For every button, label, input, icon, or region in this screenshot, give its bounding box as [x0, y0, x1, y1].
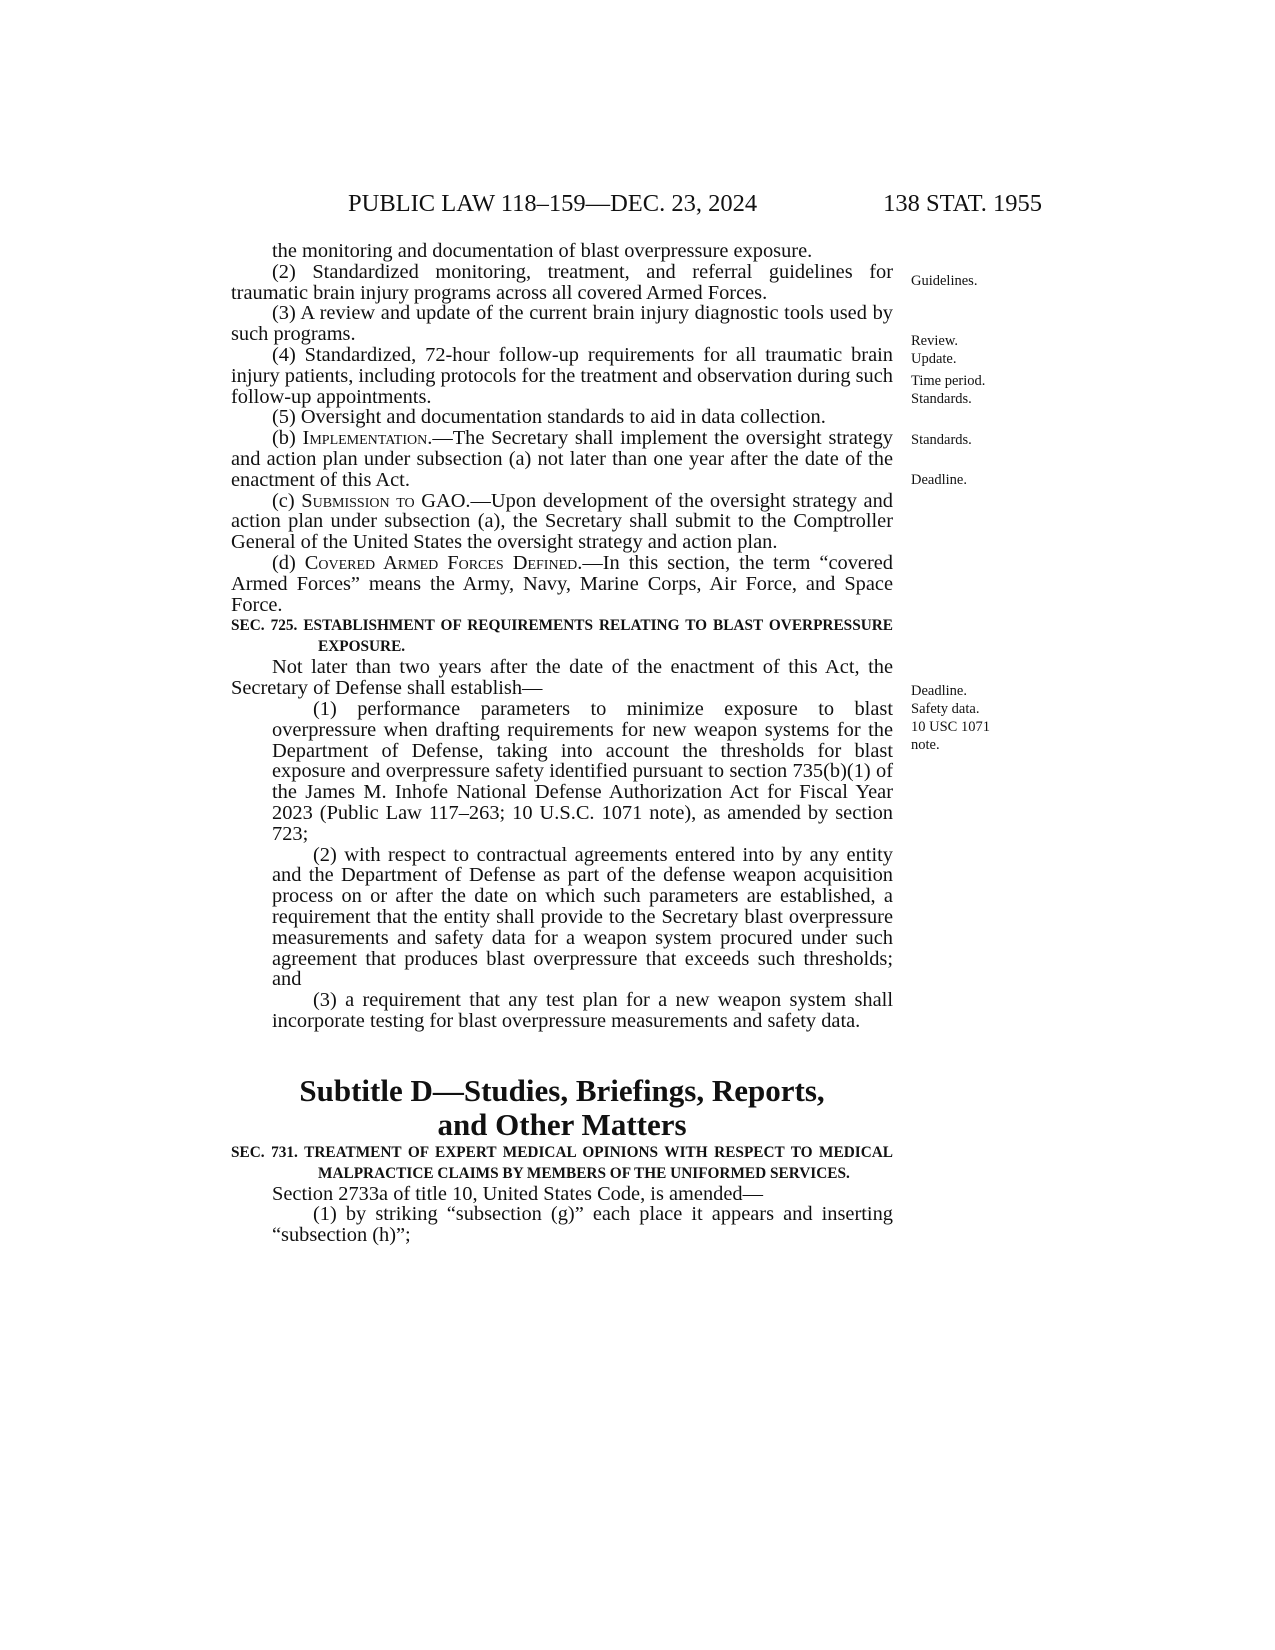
margin-note-review-text: Review.	[911, 333, 958, 349]
item-4-follow-up: (4) Standardized, 72-hour follow-up requirements for all traumatic brain injury patients, including protocols for the treatment and observation during such follow-up appointments.	[231, 343, 893, 408]
subsection-c-label: (c)	[272, 489, 302, 512]
margin-note-time-period-text: Time period.	[911, 373, 986, 389]
subsection-b	[231, 428, 893, 490]
subtitle-d-line-2: and Other Matters	[437, 1106, 687, 1142]
continued-paragraph: the monitoring and documentation of blast overpressure exposure.	[272, 240, 813, 262]
margin-note-deadline-2-text: Deadline.	[911, 683, 967, 699]
margin-note-sec-725	[911, 682, 990, 754]
subsection-b-text: .—The Secretary shall implement the oversight strategy and action plan under subsection (a) not later than one year after the date of the enactment of this Act.	[231, 427, 894, 491]
item-3-review: (3) A review and update of the current brain injury diagnostic tools used by such programs.	[231, 302, 893, 346]
margin-note-deadline-text: Deadline.	[911, 472, 967, 488]
section-731-intro: Section 2733a of title 10, United States Code, is amended—	[272, 1182, 763, 1205]
subsection-d-text: .—In this section, the term “covered Armed Forces” means the Army, Navy, Marine Corps, Air Force, and Space Force.	[231, 551, 893, 616]
margin-note-review-update	[911, 332, 958, 368]
section-725-heading: SEC. 725. ESTABLISHMENT OF REQUIREMENTS RELATING TO BLAST OVERPRESSURE EXPOSURE.	[231, 617, 893, 656]
subtitle-d-heading	[231, 1074, 893, 1142]
section-731-heading: SEC. 731. TREATMENT OF EXPERT MEDICAL OPINIONS WITH RESPECT TO MEDICAL MALPRACTICE CLAIMS BY MEMBERS OF THE UNIFORMED SERVICES.	[231, 1143, 893, 1182]
running-header	[230, 189, 1042, 219]
statute-citation: 138 STAT. 1955	[883, 190, 1042, 217]
margin-note-time-period-standards	[911, 372, 985, 408]
item-2-guidelines: (2) Standardized monitoring, treatment, and referral guidelines for traumatic brain injury programs across all covered Armed Forces.	[231, 260, 893, 304]
subsection-d-heading: Covered Armed Forces Defined	[304, 551, 578, 574]
subsection-d	[231, 553, 893, 615]
section-725-item-3: (3) a requirement that any test plan for a new weapon system shall incorporate testing for blast overpressure measurements and safety data.	[272, 989, 893, 1032]
subsection-d-label: (d)	[272, 551, 305, 574]
margin-note-guidelines-text: Guidelines.	[911, 273, 978, 289]
section-725-item-2: (2) with respect to contractual agreements entered into by any entity and the Department of Defense as part of the defense weapon acquisition process on or after the date on which such parameters are established, a requirement that the entity shall provide to the Secretary blast overpressure measurements and safety data for a weapon system procured under such agreement that produces blast overpressure that exceeds such thresholds; and	[272, 843, 893, 991]
margin-note-update-text: Update.	[911, 351, 957, 367]
margin-note-standards-text: Standards.	[911, 391, 972, 407]
subsection-b-heading: Implementation	[302, 427, 428, 450]
margin-note-deadline	[911, 471, 967, 489]
margin-note-usc-citation-text: 10 USC 1071	[911, 719, 990, 735]
margin-note-note-text: note.	[911, 737, 940, 753]
item-5-oversight: (5) Oversight and documentation standards to aid in data collection.	[272, 406, 826, 429]
margin-note-standards-2-text: Standards.	[911, 432, 972, 448]
subsection-c	[231, 491, 893, 553]
margin-note-guidelines	[911, 272, 977, 290]
section-725-item-1: (1) performance parameters to minimize exposure to blast overpressure when drafting requirements for new weapon systems for the Department of Defense, taking into account the thresholds for blast exposure and overpressure safety identified pursuant to section 735(b)(1) of the James M. Inhofe National Defense Authorization Act for Fiscal Year 2023 (Public Law 117–263; 10 U.S.C. 1071 note), as amended by section 723;	[272, 697, 893, 845]
section-725-intro: Not later than two years after the date of the enactment of this Act, the Secretary of Defense shall establish—	[231, 656, 893, 700]
public-law-title: PUBLIC LAW 118–159—DEC. 23, 2024	[348, 190, 758, 217]
subsection-b-label: (b)	[272, 427, 303, 450]
main-text-column	[231, 241, 893, 1246]
margin-note-standards	[911, 431, 972, 449]
subsection-c-heading: Submission to GAO	[301, 489, 466, 512]
subsection-c-text: .—Upon development of the oversight strategy and action plan under subsection (a), the Secretary shall submit to the Comptroller General of the United States the oversight strategy and action plan.	[231, 489, 893, 554]
section-731-item-1: (1) by striking “subsection (g)” each place it appears and inserting “subsection (h)”;	[272, 1203, 893, 1247]
margin-note-safety-data-text: Safety data.	[911, 701, 980, 717]
subtitle-d-line-1: Subtitle D—Studies, Briefings, Reports,	[299, 1072, 825, 1108]
